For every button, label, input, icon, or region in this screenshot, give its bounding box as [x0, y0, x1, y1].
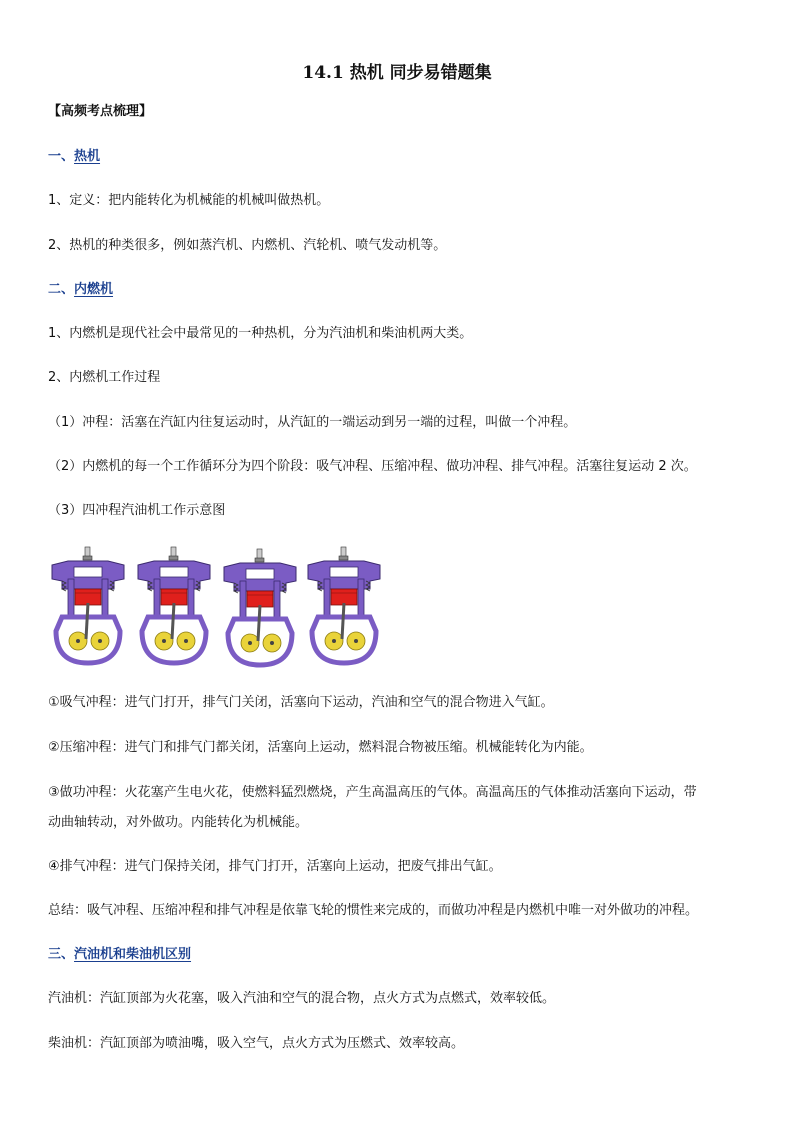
section-heading-3	[48, 946, 768, 964]
stroke-description: ③做功冲程：火花塞产生电火花，使燃料猛烈燃烧，产生高温高压的气体。高温高压的气体推动活塞向下运动，带	[48, 785, 697, 800]
paragraph: 2、热机的种类很多，例如蒸汽机、内燃机、汽轮机、喷气发动机等。	[48, 238, 447, 253]
four-stroke-engine-diagram	[48, 545, 388, 670]
engine-power-stroke	[224, 549, 296, 665]
stroke-description: ④排气冲程：进气门保持关闭，排气门打开，活塞向上运动，把废气排出气缸。	[48, 859, 502, 874]
paragraph: 汽油机：汽缸顶部为火花塞，吸入汽油和空气的混合物，点火方式为点燃式，效率较低。	[48, 991, 556, 1006]
engine-compression-stroke	[138, 547, 210, 663]
section-number: 一、	[48, 149, 75, 164]
section-title: 内燃机	[74, 282, 114, 297]
paragraph: （1）冲程：活塞在汽缸内往复运动时，从汽缸的一端运动到另一端的过程，叫做一个冲程。	[48, 415, 577, 430]
stroke-description: ②压缩冲程：进气门和排气门都关闭，活塞向上运动，燃料混合物被压缩。机械能转化为内能。	[48, 740, 593, 755]
paragraph: （3）四冲程汽油机工作示意图	[48, 503, 226, 518]
section-heading-1	[48, 148, 768, 166]
section-number: 三、	[48, 947, 75, 962]
engine-intake-stroke	[52, 547, 124, 663]
section-title: 汽油机和柴油机区别	[74, 947, 192, 962]
section-label: 【高频考点梳理】	[48, 104, 153, 119]
paragraph: 1、内燃机是现代社会中最常见的一种热机，分为汽油机和柴油机两大类。	[48, 326, 473, 341]
paragraph: 柴油机：汽缸顶部为喷油嘴，吸入空气，点火方式为压燃式、效率较高。	[48, 1036, 465, 1051]
summary: 总结：吸气冲程、压缩冲程和排气冲程是依靠飞轮的惯性来完成的，而做功冲程是内燃机中唯一对外做功的冲程。	[48, 903, 699, 918]
stroke-description: ①吸气冲程：进气门打开，排气门关闭，活塞向下运动，汽油和空气的混合物进入气缸。	[48, 695, 554, 710]
paragraph: （2）内燃机的每一个工作循环分为四个阶段：吸气冲程、压缩冲程、做功冲程、排气冲程。活塞往复运动 2 次。	[48, 459, 697, 474]
paragraph: 2、内燃机工作过程	[48, 370, 161, 385]
section-number: 二、	[48, 282, 75, 297]
paragraph: 1、定义：把内能转化为机械能的机械叫做热机。	[48, 193, 330, 208]
page-title: 14.1 热机 同步易错题集	[302, 63, 492, 83]
engine-exhaust-stroke	[308, 547, 380, 663]
section-title: 热机	[74, 149, 101, 164]
stroke-description: 动曲轴转动，对外做功。内能转化为机械能。	[48, 815, 309, 830]
section-heading-2	[48, 281, 768, 299]
